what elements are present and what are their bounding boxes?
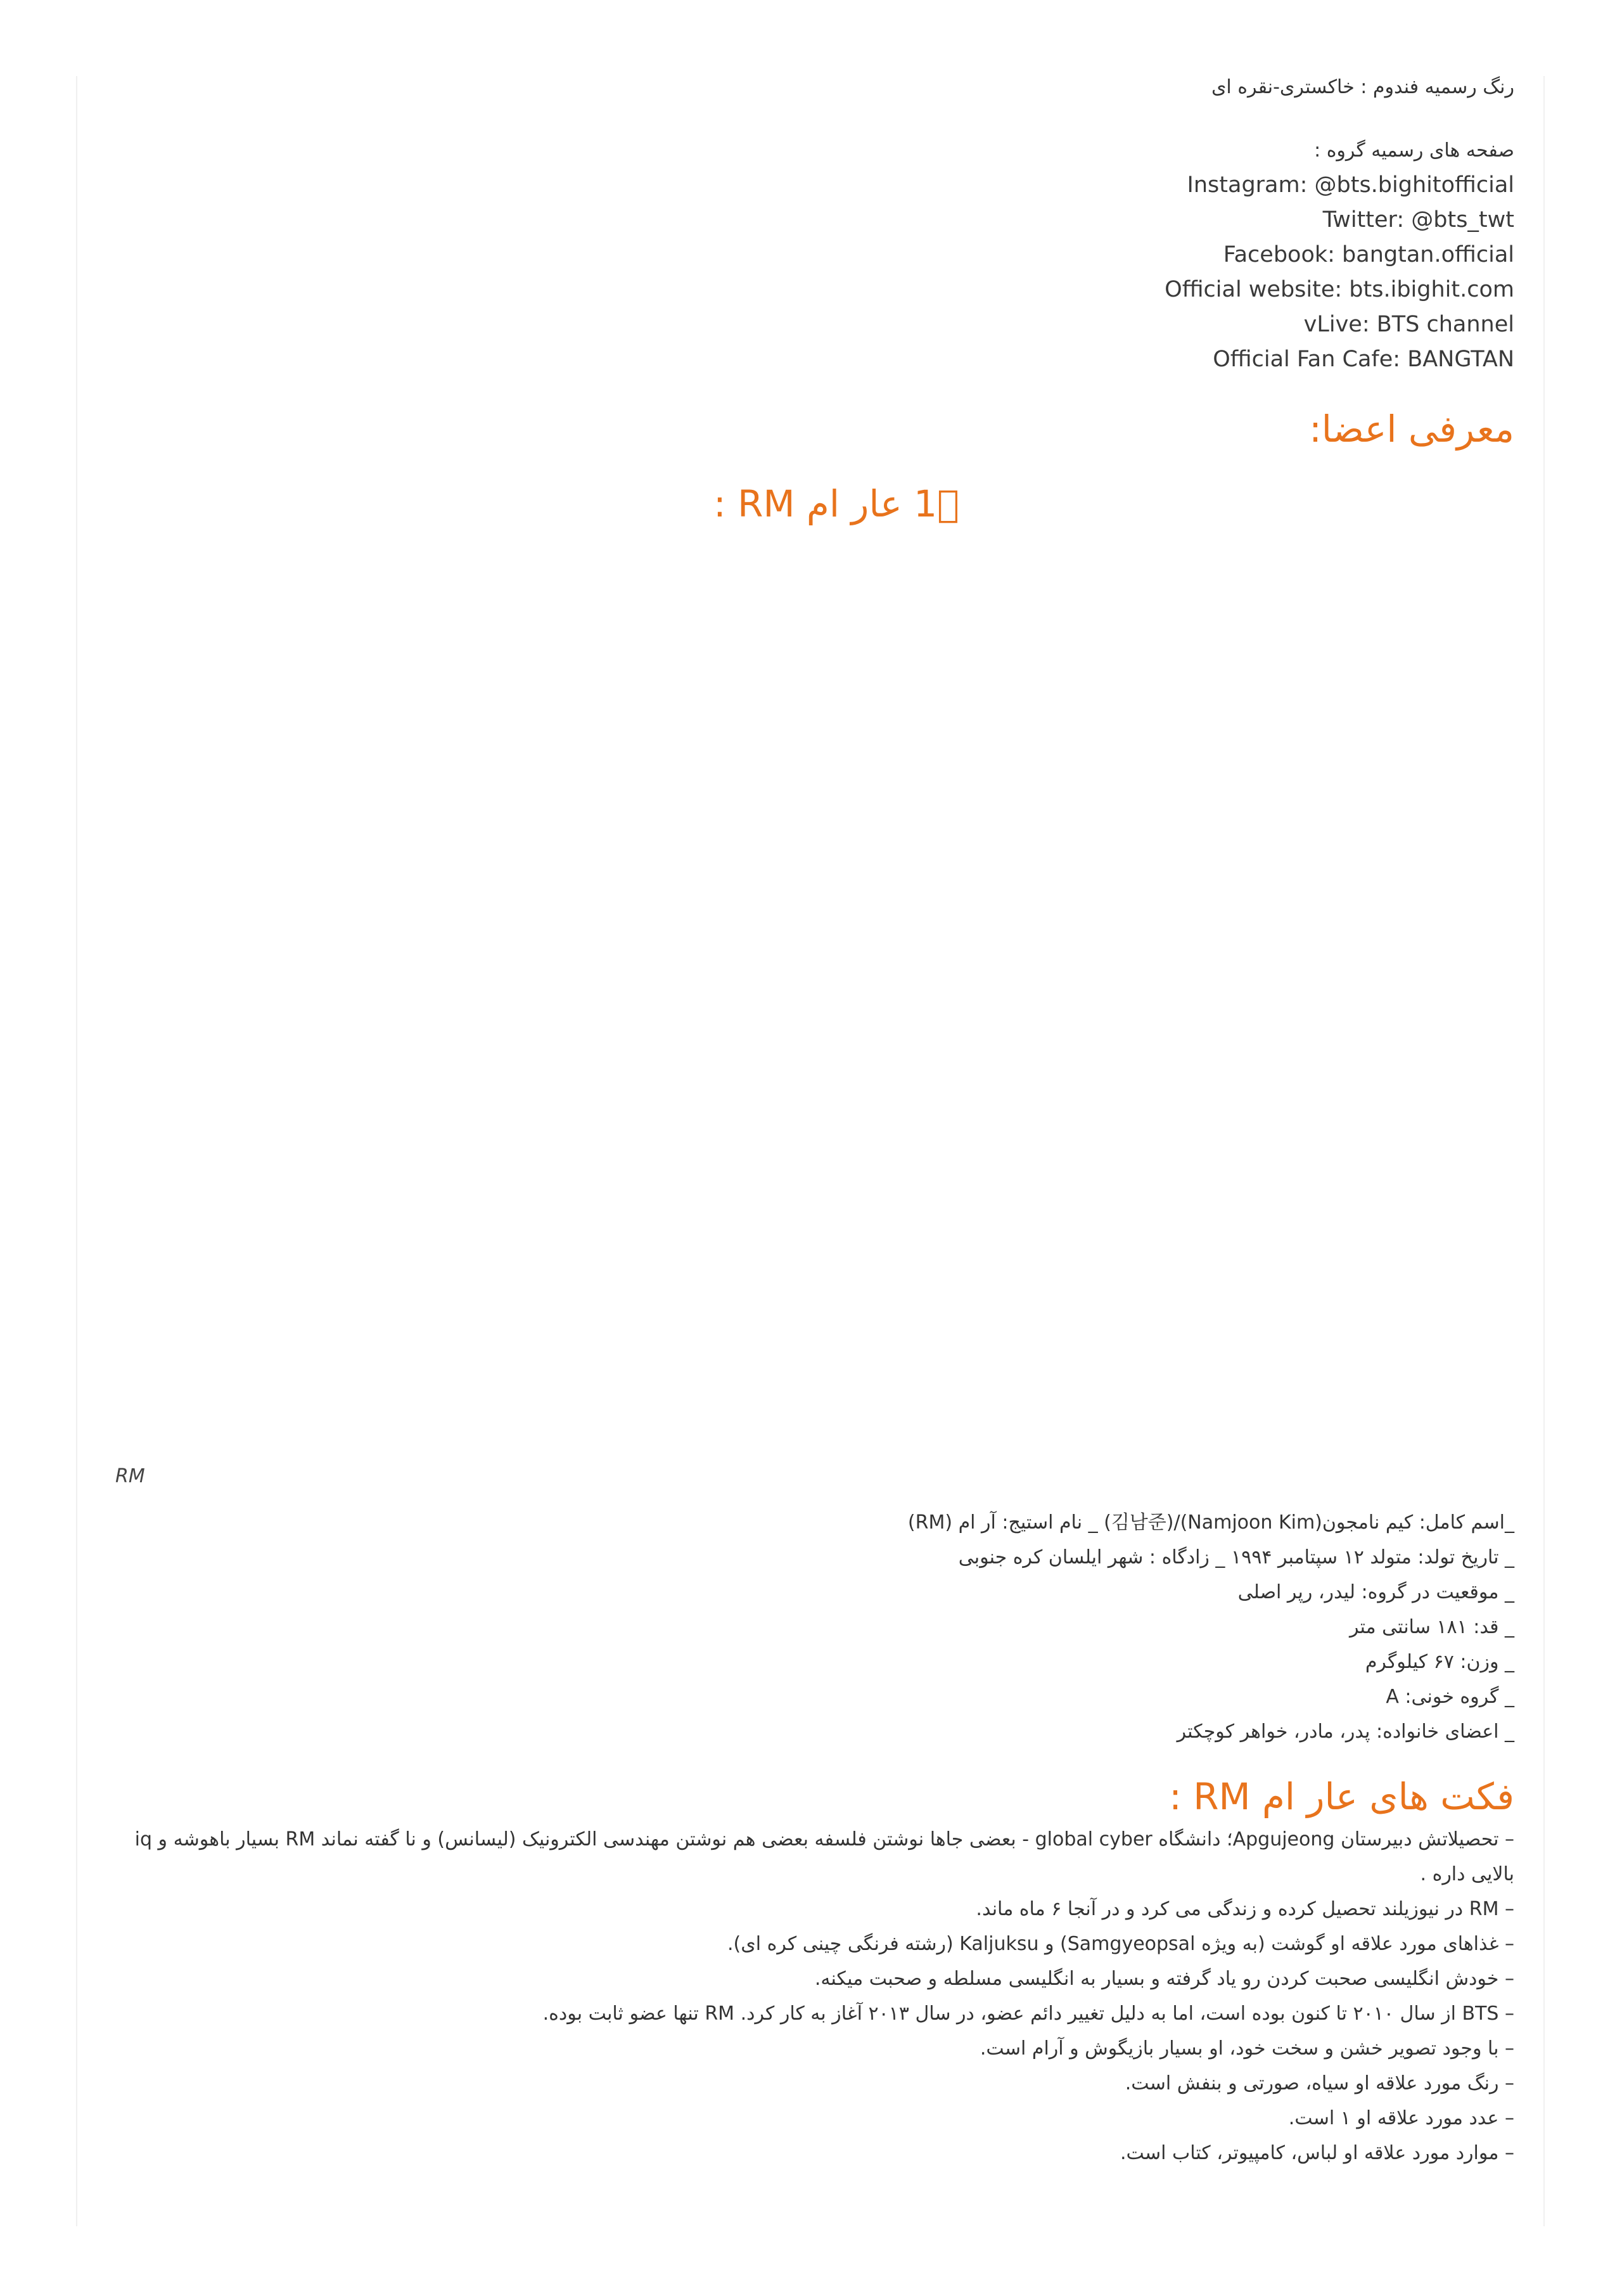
fact-item: – عدد مورد علاقه او ۱ است. [1288, 2107, 1514, 2129]
rm-profile [158, 1505, 1514, 1749]
profile-position: _ موقعیت در گروه: لیدر، رپر اصلی [1237, 1581, 1514, 1603]
social-link-website: Official website: bts.ibighit.com [1165, 277, 1514, 302]
profile-full-name: _اسم کامل: کیم نامجون(Namjoon Kim)/(김남준) _ نام استیج: آر ام (RM) [907, 1511, 1514, 1534]
page-border-left [76, 76, 77, 2226]
page-border-right [1543, 76, 1545, 2226]
rm-facts-list [115, 1822, 1514, 2171]
social-link-vlive: vLive: BTS channel [1303, 312, 1514, 337]
fact-item: – RM در نیوزیلند تحصیل کرده و زندگی می کرد و در آنجا ۶ ماه ماند. [976, 1898, 1514, 1920]
fact-item: – BTS از سال ۲۰۱۰ تا کنون بوده است، اما به دلیل تغییر دائم عضو، در سال ۲۰۱۳ آغاز به کار کرد. RM تنها عضو ثابت بوده. [542, 2003, 1514, 2025]
profile-birth: _ تاریخ تولد: متولد ۱۲ سپتامبر ۱۹۹۴ _ زادگاه : شهر ایلسان کره جنوبی [958, 1546, 1514, 1568]
article-body [115, 70, 1514, 2171]
profile-blood-type: _ گروه خونی: A [1386, 1686, 1514, 1708]
image-caption: RM [115, 1465, 145, 1487]
profile-height: _ قد: ۱۸۱ سانتی متر [1349, 1616, 1514, 1638]
social-link-facebook: Facebook: bangtan.official [1223, 242, 1514, 267]
rm-photo-placeholder [158, 529, 1514, 1461]
fact-item: – خودش انگلیسی صحبت کردن رو یاد گرفته و بسیار به انگلیسی مسلطه و صحبت میکنه. [814, 1968, 1514, 1990]
social-pages-title: صفحه های رسمیه گروه : [1314, 139, 1514, 162]
fact-item: – غذاهای مورد علاقه او گوشت (به ویژه Samgyeopsal) و Kaljuksu (رشته فرنگی چینی کره ای). [727, 1933, 1514, 1955]
fact-item: – تحصیلاتش دبیرستان Apgujeong؛ دانشگاه global cyber - بعضی جاها نوشتن فلسفه بعضی هم نوشتن مهندسی الکترونیک (لیسانس) و نا گفته نماند RM بسیار باهوشه و iq بالایی داره . [134, 1828, 1514, 1885]
fact-item: – رنگ مورد علاقه او سیاه، صورتی و بنفش است. [1125, 2072, 1514, 2094]
rm-section-heading: 1⃣ عار ام RM : [713, 482, 959, 525]
fact-item: – با وجود تصویر خشن و سخت خود، او بسیار بازیگوش و آرام است. [980, 2037, 1514, 2060]
social-link-fancafe: Official Fan Cafe: BANGTAN [1213, 347, 1514, 372]
fact-item: – موارد مورد علاقه او لباس، کامپیوتر، کتاب است. [1120, 2142, 1514, 2164]
facts-heading: فکت های عار ام RM : [1169, 1775, 1514, 1818]
social-link-instagram: Instagram: @bts.bighitofficial [1187, 172, 1514, 198]
fanbase-color-text: رنگ رسمیه فندوم : خاکستری-نقره ای [1211, 76, 1514, 98]
profile-weight: _ وزن: ۶۷ کیلوگرم [1365, 1651, 1514, 1673]
members-heading: معرفی اعضا: [1309, 407, 1514, 451]
profile-family: _ اعضای خانواده: پدر، مادر، خواهر کوچکتر [1177, 1721, 1514, 1743]
social-link-twitter: Twitter: @bts_twt [1322, 207, 1514, 233]
